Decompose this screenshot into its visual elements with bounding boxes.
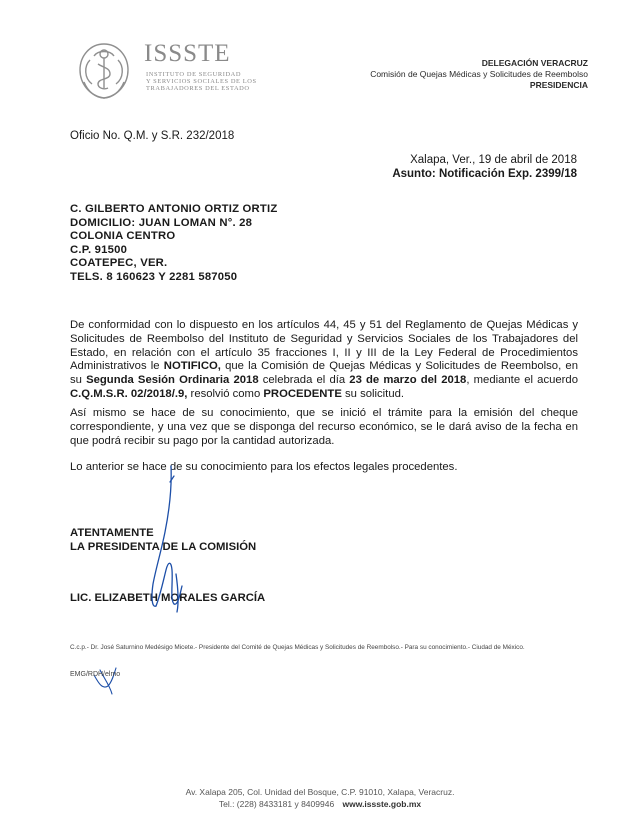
logo-subtitle-line-1: INSTITUTO DE SEGURIDAD	[146, 71, 242, 78]
oficio-number: Oficio No. Q.M. y S.R. 232/2018	[70, 130, 235, 142]
recipient-colony: COLONIA CENTRO	[70, 230, 176, 242]
notifico-emphasis: NOTIFICO,	[163, 360, 221, 373]
footer-contact	[0, 798, 640, 810]
recipient-postal-code: C.P. 91500	[70, 243, 128, 256]
closing-salutation: ATENTAMENTE	[70, 527, 154, 539]
typist-initials: EMG/RDH/elmo	[70, 671, 121, 678]
session-emphasis: Segunda Sesión Ordinaria 2018	[86, 374, 259, 387]
recipient-block	[70, 203, 277, 284]
signer-name: LIC. ELIZABETH MORALES GARCÍA	[70, 592, 266, 604]
issste-emblem-icon	[70, 38, 138, 104]
delegacion-label: DELEGACIÓN VERACRUZ	[481, 58, 588, 68]
closing-paragraph: Lo anterior se hace de su conocimiento para los efectos legales procedentes.	[70, 461, 458, 473]
footer-phones: Tel.: (228) 8433181 y 8409946	[218, 799, 335, 809]
session-date-emphasis: 23 de marzo del 2018	[349, 374, 467, 387]
comision-label: Comisión de Quejas Médicas y Solicitudes de Reembolso	[370, 69, 588, 79]
subject-line: Asunto: Notificación Exp. 2399/18	[392, 168, 577, 180]
payment-paragraph: Así mismo se hace de su conocimiento, que se inició el trámite para la emisión del cheque correspondiente, y una vez que se disponga del recurso económico, se le dará aviso de la fecha en que podrá recibir su pago por la cantidad autorizada.	[70, 407, 578, 447]
recipient-name: C. GILBERTO ANTONIO ORTIZ ORTIZ	[70, 203, 278, 215]
footer-address: Av. Xalapa 205, Col. Unidad del Bosque, C.P. 91010, Xalapa, Veracruz.	[185, 787, 455, 797]
carbon-copy-line: C.c.p.- Dr. José Saturnino Medésigo Micete.- Presidente del Comité de Quejas Médicas y Solicitudes de Reembolso.- Para su conocimiento.- Ciudad de México.	[70, 644, 525, 651]
logo-subtitle-line-2: Y SERVICIOS SOCIALES DE LOS	[146, 78, 257, 85]
logo-wordmark: ISSSTE	[144, 40, 231, 67]
agreement-emphasis: C.Q.M.S.R. 02/2018/.9,	[70, 387, 188, 400]
footer-website[interactable]: www.issste.gob.mx	[342, 799, 422, 809]
place-date: Xalapa, Ver., 19 de abril de 2018	[410, 154, 577, 166]
signer-role: LA PRESIDENTA DE LA COMISIÓN	[70, 541, 257, 553]
resolution-emphasis: PROCEDENTE	[263, 387, 342, 400]
presidencia-label: PRESIDENCIA	[529, 80, 588, 90]
recipient-city: COATEPEC, VER.	[70, 257, 168, 269]
letterhead-department	[370, 58, 588, 91]
issste-logo	[70, 38, 270, 104]
notification-paragraph: De conformidad con lo dispuesto en los artículos 44, 45 y 51 del Reglamento de Quejas Médicas y Solicitudes de Reembolso del Instituto de Seguridad y Servicios Sociales de los Trabajadores del Estado, en relación con el artículo 35 fracciones I, II y III de la Ley Federal de Procedimientos Administrativos le NOTIFICO, que la Comisión de Quejas Médicas y Solicitudes de Reembolso, en su Segunda Sesión Ordinaria 2018 celebrada el día 23 de marzo del 2018, mediante el acuerdo C.Q.M.S.R. 02/2018/.9, resolvió como PROCEDENTE su solicitud.	[70, 319, 578, 400]
recipient-address: DOMICILIO: JUAN LOMAN N°. 28	[70, 216, 253, 229]
logo-subtitle-line-3: TRABAJADORES DEL ESTADO	[146, 85, 250, 92]
recipient-phones: TELS. 8 160623 Y 2281 587050	[70, 270, 238, 283]
